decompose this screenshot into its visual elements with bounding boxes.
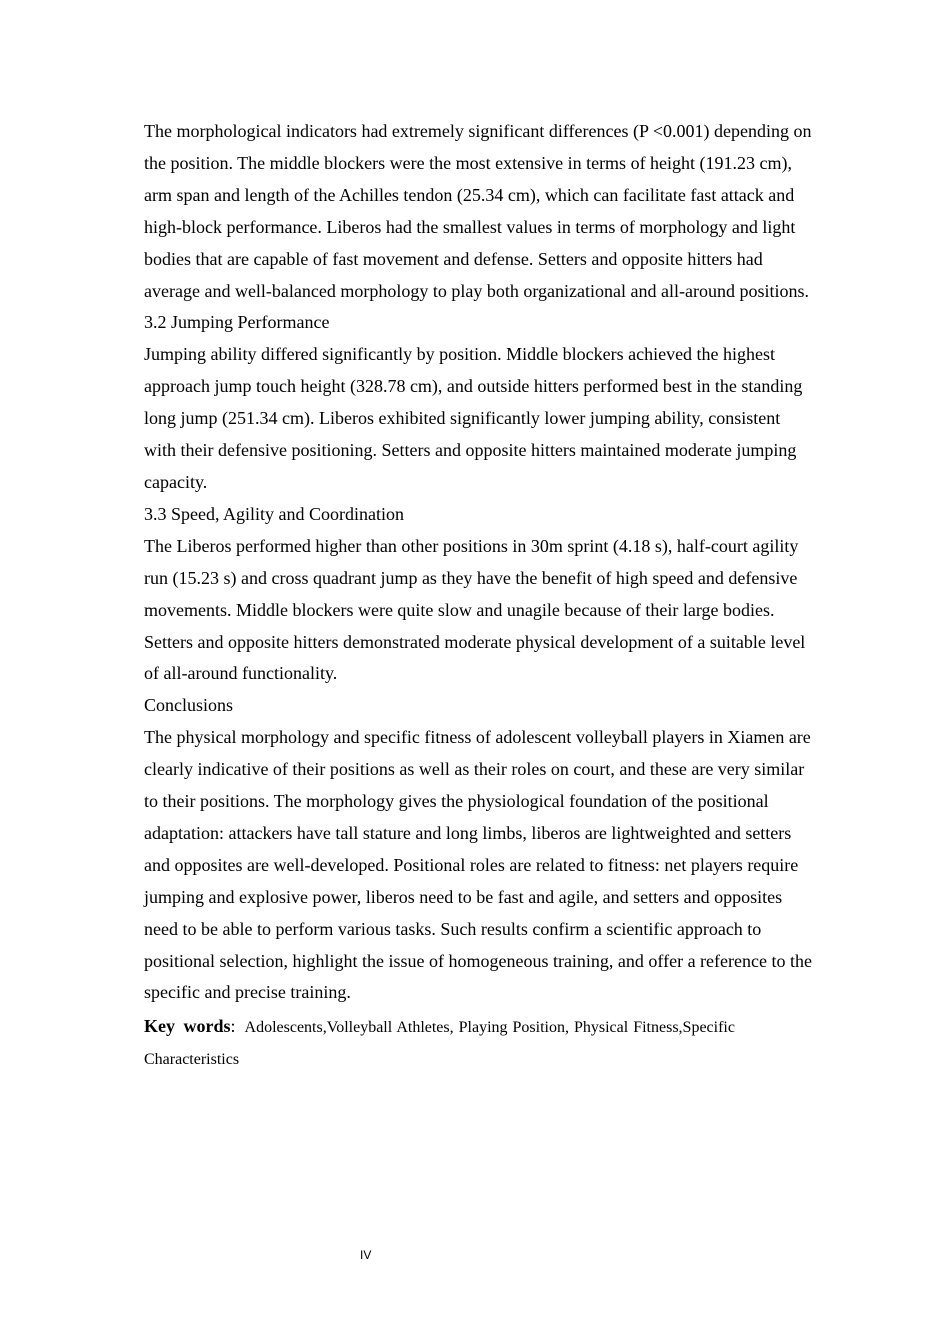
section-heading-speed-agility: 3.3 Speed, Agility and Coordination: [144, 503, 404, 524]
keywords-colon: :: [230, 1016, 236, 1037]
section-heading-jumping-performance: 3.2 Jumping Performance: [144, 312, 330, 333]
paragraph-speed-results: The Liberos performed higher than other positions in 30m sprint (4.18 s), half-court agility run (15.23 s) and cross quadrant jump as they have the benefit of high speed and defensive movements. Middle blockers were quite slow and unagile because of their large bodies. Setters and opposite hitters demonstrated moderate physical development of a suitable level of all-around functionality.: [144, 535, 806, 684]
paragraph-conclusions: The physical morphology and specific fitness of adolescent volleyball players in Xiamen are clearly indicative of their positions as well as their roles on court, and these are very similar to their positions. The morphology gives the physiological foundation of the positional adaptation: attackers have tall stature and long limbs, liberos are lightweighted and setters and opposites are well-developed. Positional roles are related to fitness: net players require jumping and explosive power, liberos need to be fast and agile, and setters and opposites need to be able to perform various tasks. Such results confirm a scientific approach to positional selection, highlight the issue of homogeneous training, and offer a reference to the specific and precise training.: [144, 727, 812, 1003]
keywords-values: Adolescents,Volleyball Athletes, Playing Position, Physical Fitness,Specific Characteristics: [144, 1019, 735, 1069]
keywords-line: [144, 1011, 812, 1075]
keywords-label: Key words: [144, 1016, 231, 1037]
page-number: IV: [360, 1248, 372, 1262]
section-heading-conclusions: Conclusions: [144, 695, 234, 716]
paragraph-jumping-results: Jumping ability differed significantly by position. Middle blockers achieved the highest approach jump touch height (328.78 cm), and outside hitters performed best in the standing long jump (251.34 cm). Liberos exhibited significantly lower jumping ability, consistent with their defensive positioning. Setters and opposite hitters maintained moderate jumping capacity.: [144, 344, 803, 492]
paragraph-morphology-results: The morphological indicators had extremely significant differences (P <0.001) depending on the position. The middle blockers were the most extensive in terms of height (191.23 cm), arm span and length of the Achilles tendon (25.34 cm), which can facilitate fast attack and high-block performance. Liberos had the smallest values in terms of morphology and light bodies that are capable of fast movement and defense. Setters and opposite hitters had average and well-balanced morphology to play both organizational and all-around positions.: [144, 121, 812, 301]
page-body: [144, 116, 812, 1075]
